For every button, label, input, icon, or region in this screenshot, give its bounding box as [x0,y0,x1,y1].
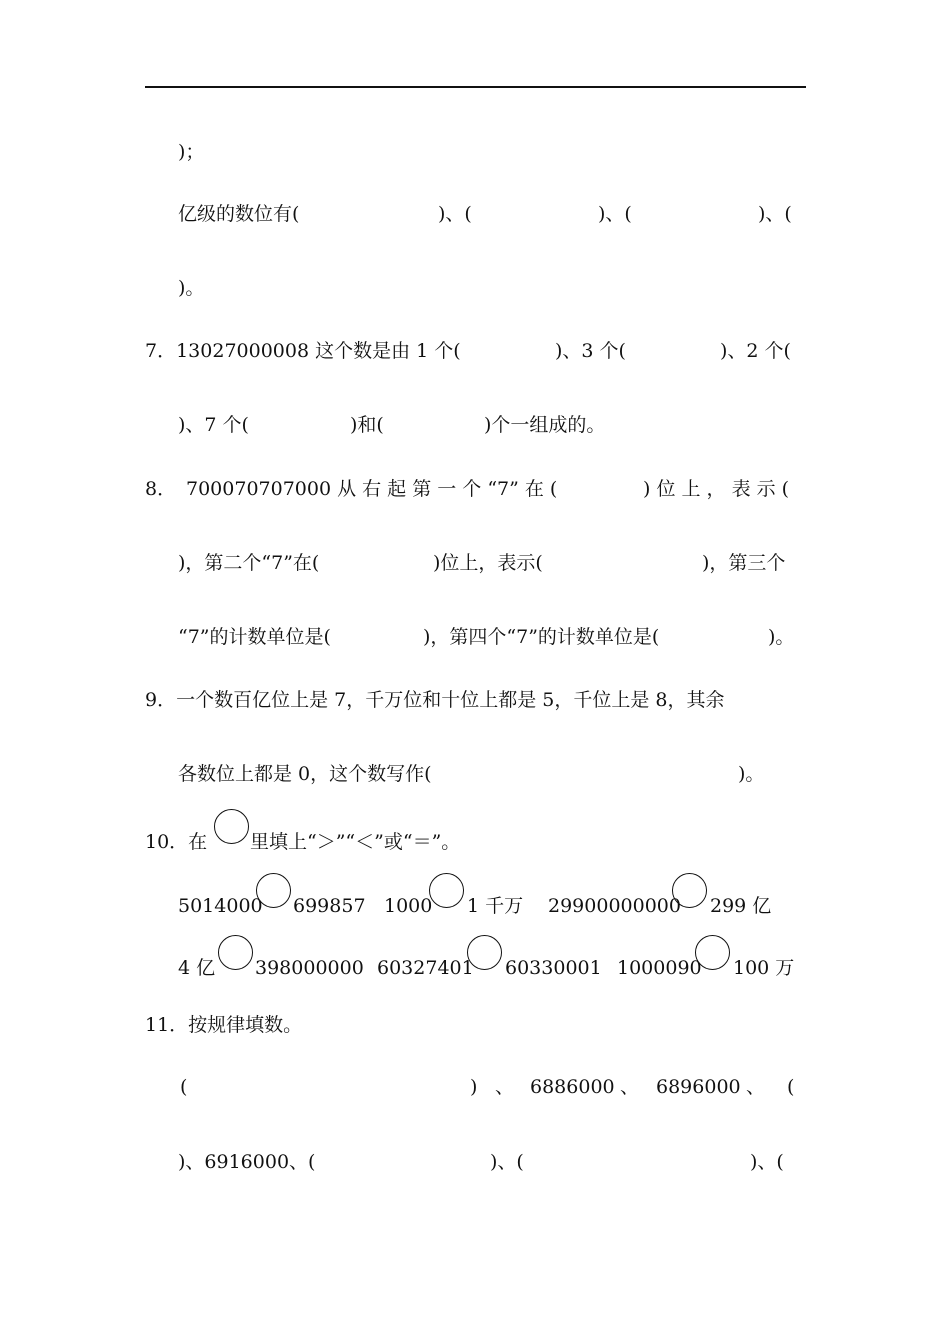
question-7: 7．13027000008 这个数是由 1 个( [145,340,461,362]
text-line: )、3 个( [555,340,626,362]
compare-left: 4 亿 [178,957,216,979]
question-10: 10．在 [145,831,208,853]
text-line: )； [178,141,205,163]
text-line: )，第四个“7”的计数单位是( [423,626,660,648]
answer-circle[interactable] [429,873,464,908]
text-line: 、 [495,1076,515,1098]
text-line: “7”的计数单位是( [178,626,331,648]
compare-right: 699857 [293,895,366,917]
answer-circle[interactable] [256,873,291,908]
text-line: )、( [750,1151,784,1173]
text-line: )。 [738,763,765,785]
compare-right: 100 万 [733,957,795,979]
compare-right: 1 千万 [467,895,524,917]
text-line: ) [470,1076,478,1098]
header-rule [145,86,806,88]
text-line: )、2 个( [720,340,791,362]
compare-left: 1000 [384,895,433,917]
text-line: )、( [490,1151,524,1173]
text-line: )和( [350,414,384,436]
answer-circle[interactable] [218,935,253,970]
text-line: 、 [746,1076,766,1098]
text-line: 各数位上都是 0，这个数写作( [178,763,432,785]
text-line: ) 位 上 ， 表 示 ( [643,478,790,500]
compare-right: 398000000 [255,957,364,979]
text-line: )，第三个 [702,552,786,574]
question-8: 8． [145,478,177,500]
sequence-value: 6886000 [530,1076,615,1098]
compare-right: 299 亿 [710,895,772,917]
compare-left: 5014000 [178,895,263,917]
answer-circle[interactable] [695,935,730,970]
text-line: )位上，表示( [433,552,543,574]
text-line: 、 [620,1076,640,1098]
text-line: 亿级的数位有( [178,203,300,225]
answer-circle[interactable] [214,809,249,844]
question-9: 9．一个数百亿位上是 7，千万位和十位上都是 5，千位上是 8，其余 [145,689,725,711]
compare-left: 60327401 [377,957,474,979]
answer-circle[interactable] [672,873,707,908]
text-line: )、6916000、( [178,1151,316,1173]
text-line: )。 [178,277,205,299]
text-line: )、( [758,203,792,225]
text-line: 700070707000 从 右 起 第 一 个 “7” 在 ( [186,478,558,500]
compare-right: 60330001 [505,957,602,979]
text-line: )、( [438,203,472,225]
text-line: )、7 个( [178,414,249,436]
text-line: 里填上“＞”“＜”或“＝”。 [250,831,461,853]
text-line: ( [180,1076,188,1098]
text-line: )，第二个“7”在( [178,552,320,574]
question-11: 11．按规律填数。 [145,1014,303,1036]
text-line: ( [787,1076,795,1098]
text-line: )、( [598,203,632,225]
answer-circle[interactable] [467,935,502,970]
compare-left: 1000090 [617,957,702,979]
compare-left: 29900000000 [548,895,681,917]
text-line: )。 [768,626,795,648]
sequence-value: 6896000 [656,1076,741,1098]
text-line: )个一组成的。 [484,414,606,436]
